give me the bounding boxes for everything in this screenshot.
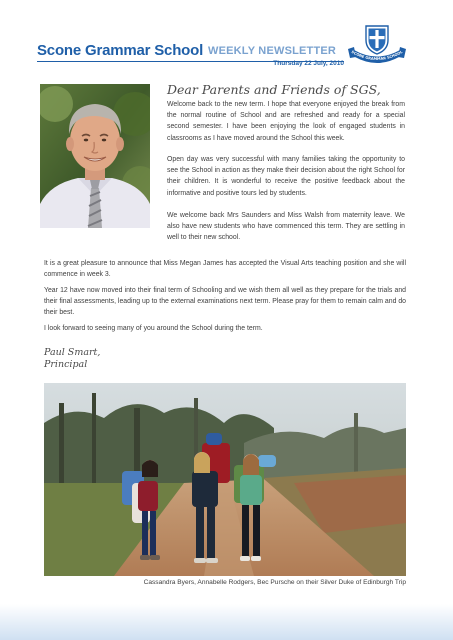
letter-paragraph: We welcome back Mrs Saunders and Miss Walsh from maternity leave. We also have new students who have commenced this term. They are settling in well to their new school. <box>167 212 405 242</box>
issue-date: Thursday 22 July, 2010 <box>273 60 344 67</box>
svg-text:SCONE GRAMMAR SCHOOL: SCONE GRAMMAR SCHOOL <box>350 49 404 62</box>
letter-signature <box>44 347 100 371</box>
letter-greeting: Dear Parents and Friends of SGS, <box>167 82 381 97</box>
letter-paragraph: Welcome back to the new term. I hope that everyone enjoyed the break from the normal routine of School and are refreshed and ready for a special second semester. I have been enjoying the look of engaged students in classrooms as I have moved around the School this week. <box>167 101 405 142</box>
letter-paragraph: Open day was very successful with many families taking the opportunity to see the School in action as they make their decision about the right School for their children. It is wonderful to receive the positive feedback about the informative and positive tours led by students. <box>167 156 405 197</box>
publication-title: WEEKLY NEWSLETTER <box>208 45 337 57</box>
photo-caption: Cassandra Byers, Annabelle Rodgers, Bec Pursche on their Silver Duke of Edinburgh Trip <box>143 579 406 586</box>
hiking-students-photo <box>44 383 406 576</box>
school-crest-logo <box>346 23 408 67</box>
letter-paragraph: Year 12 have now moved into their final term of Schooling and we wish them all well as they prepare for the trials and their final assessments, leading up to the external examinations next term. Please pray for them to remain calm and do their best. <box>44 287 406 317</box>
letter-paragraph: It is a great pleasure to announce that Miss Megan James has accepted the Visual Arts teaching position and she will commence in week 3. <box>44 260 406 279</box>
newsletter-masthead <box>0 0 453 80</box>
signature-name: Paul Smart, <box>44 347 101 358</box>
signature-title: Principal <box>44 359 88 370</box>
principal-portrait <box>40 84 150 228</box>
letter-paragraph: I look forward to seeing many of you around the School during the term. <box>44 325 263 332</box>
footer-gradient-band <box>0 604 453 640</box>
school-name: Scone Grammar School <box>37 42 204 59</box>
